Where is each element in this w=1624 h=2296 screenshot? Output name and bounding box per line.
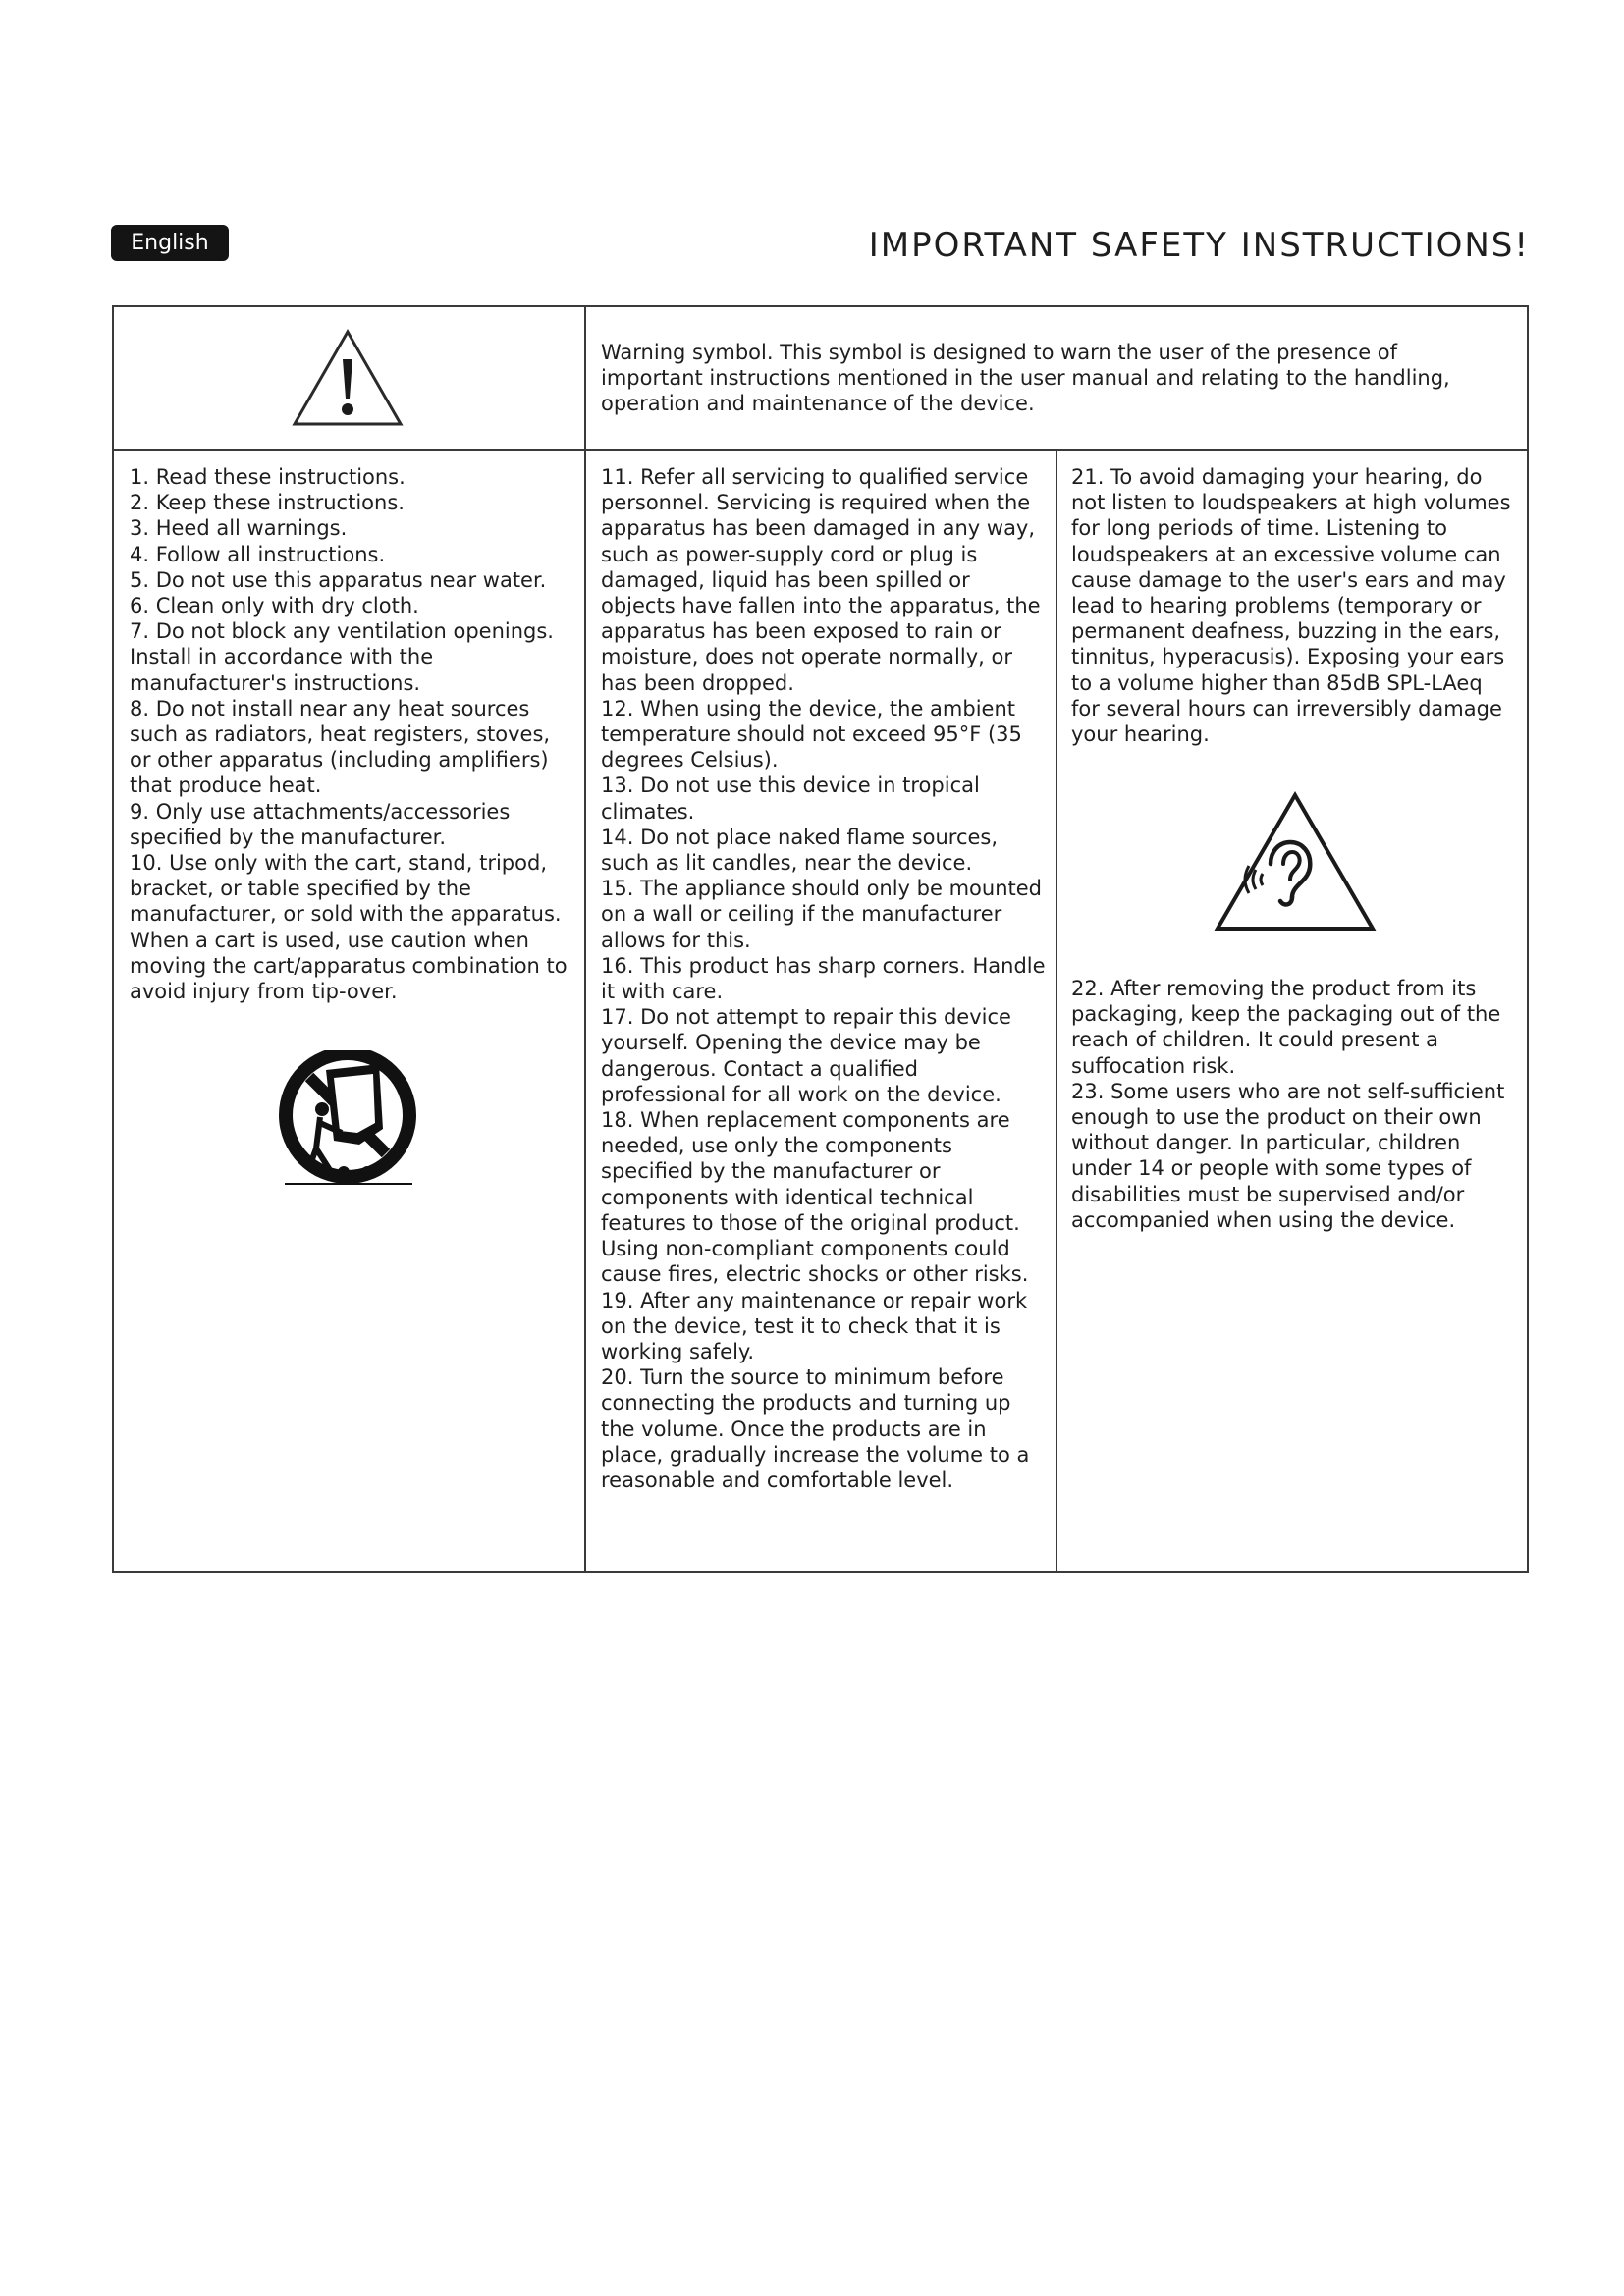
list-item: 8. Do not install near any heat sources such as radiators, heat registers, stoves, or other apparatus (including amplifiers) that produce heat. [130, 696, 551, 798]
list-item: 22. After removing the product from its packaging, keep the packaging out of the reach of children. It could present a suffocation risk. [1071, 977, 1501, 1078]
warning-triangle-icon [291, 328, 405, 428]
table-row-divider [112, 449, 1529, 451]
instructions-column-3-bottom [1071, 976, 1513, 1233]
page-title: IMPORTANT SAFETY INSTRUCTIONS! [868, 226, 1530, 265]
list-item: 21. To avoid damaging your hearing, do not listen to loudspeakers at high volumes for long periods of time. Listening to loudspeakers at an excessive volume can cause damage to the user's ears and may lead to hearing problems (temporary or permanent deafness, buzzing in the ears, tinnitus, hyperacusis). Exposing your ears to a volume higher than 85dB SPL-LAeq for several hours can irreversibly damage your hearing. [1071, 465, 1511, 747]
list-item: 11. Refer all servicing to qualified service personnel. Servicing is required when the apparatus has been damaged in any way, such as power-supply cord or plug is damaged, liquid has been spilled or objects have fallen into the apparatus, the apparatus has been exposed to rain or moisture, does not operate normally, or has been dropped. [601, 465, 1041, 695]
cart-tip-over-icon [265, 1050, 432, 1193]
list-item: 2. Keep these instructions. [130, 491, 405, 515]
list-item: 18. When replacement components are needed, use only the components specified by the manufacturer or components with identical technical features to those of the original product. Using non-compliant components could cause fires, electric shocks or other risks. [601, 1108, 1029, 1287]
list-item: 15. The appliance should only be mounted on a wall or ceiling if the manufacturer allows for this. [601, 877, 1042, 952]
list-item: 1. Read these instructions. [130, 465, 406, 489]
instructions-column-2 [601, 464, 1048, 1493]
list-item: 10. Use only with the cart, stand, tripod, bracket, or table specified by the manufacturer, or sold with the apparatus. When a cart is used, use caution when moving the cart/apparatus combination to avoid injury from tip-over. [130, 851, 568, 1004]
list-item: 16. This product has sharp corners. Handle it with care. [601, 953, 1046, 1004]
list-item: 20. Turn the source to minimum before connecting the products and turning up the volume. Once the products are in place, gradually increase the volume to a reasonable and comfortable level. [601, 1365, 1030, 1492]
list-item: 13. Do not use this device in tropical climates. [601, 774, 980, 824]
list-item: 17. Do not attempt to repair this device yourself. Opening the device may be dangerous. Contact a qualified professional for all work on the device. [601, 1005, 1011, 1106]
hearing-warning-icon [1214, 791, 1377, 933]
warning-description: Warning symbol. This symbol is designed to warn the user of the presence of important instructions mentioned in the user manual and relating to the handling, operation and maintenance of the device. [601, 341, 1450, 416]
list-item: 6. Clean only with dry cloth. [130, 594, 419, 618]
instructions-column-3-top [1071, 464, 1513, 747]
list-item: 19. After any maintenance or repair work on the device, test it to check that it is working safely. [601, 1288, 1028, 1363]
list-item: 3. Heed all warnings. [130, 516, 348, 541]
instructions-column-1 [130, 464, 577, 1004]
list-item: 14. Do not place naked flame sources, such as lit candles, near the device. [601, 825, 999, 876]
language-badge: English [111, 225, 229, 261]
list-item: 5. Do not use this apparatus near water. [130, 567, 547, 592]
list-item: 7. Do not block any ventilation openings. Install in accordance with the manufacturer's instructions. [130, 619, 554, 695]
list-item: 23. Some users who are not self-sufficient enough to use the product on their own without danger. In particular, children under 14 or people with some types of disabilities must be supervised and/or accompanied when using the device. [1071, 1079, 1505, 1232]
list-item: 12. When using the device, the ambient temperature should not exceed 95°F (35 degrees Celsius). [601, 696, 1022, 773]
list-item: 9. Only use attachments/accessories specified by the manufacturer. [130, 799, 511, 849]
table-col-divider-2 [1056, 450, 1057, 1573]
list-item: 4. Follow all instructions. [130, 542, 386, 566]
table-col-divider-1 [584, 305, 586, 1573]
